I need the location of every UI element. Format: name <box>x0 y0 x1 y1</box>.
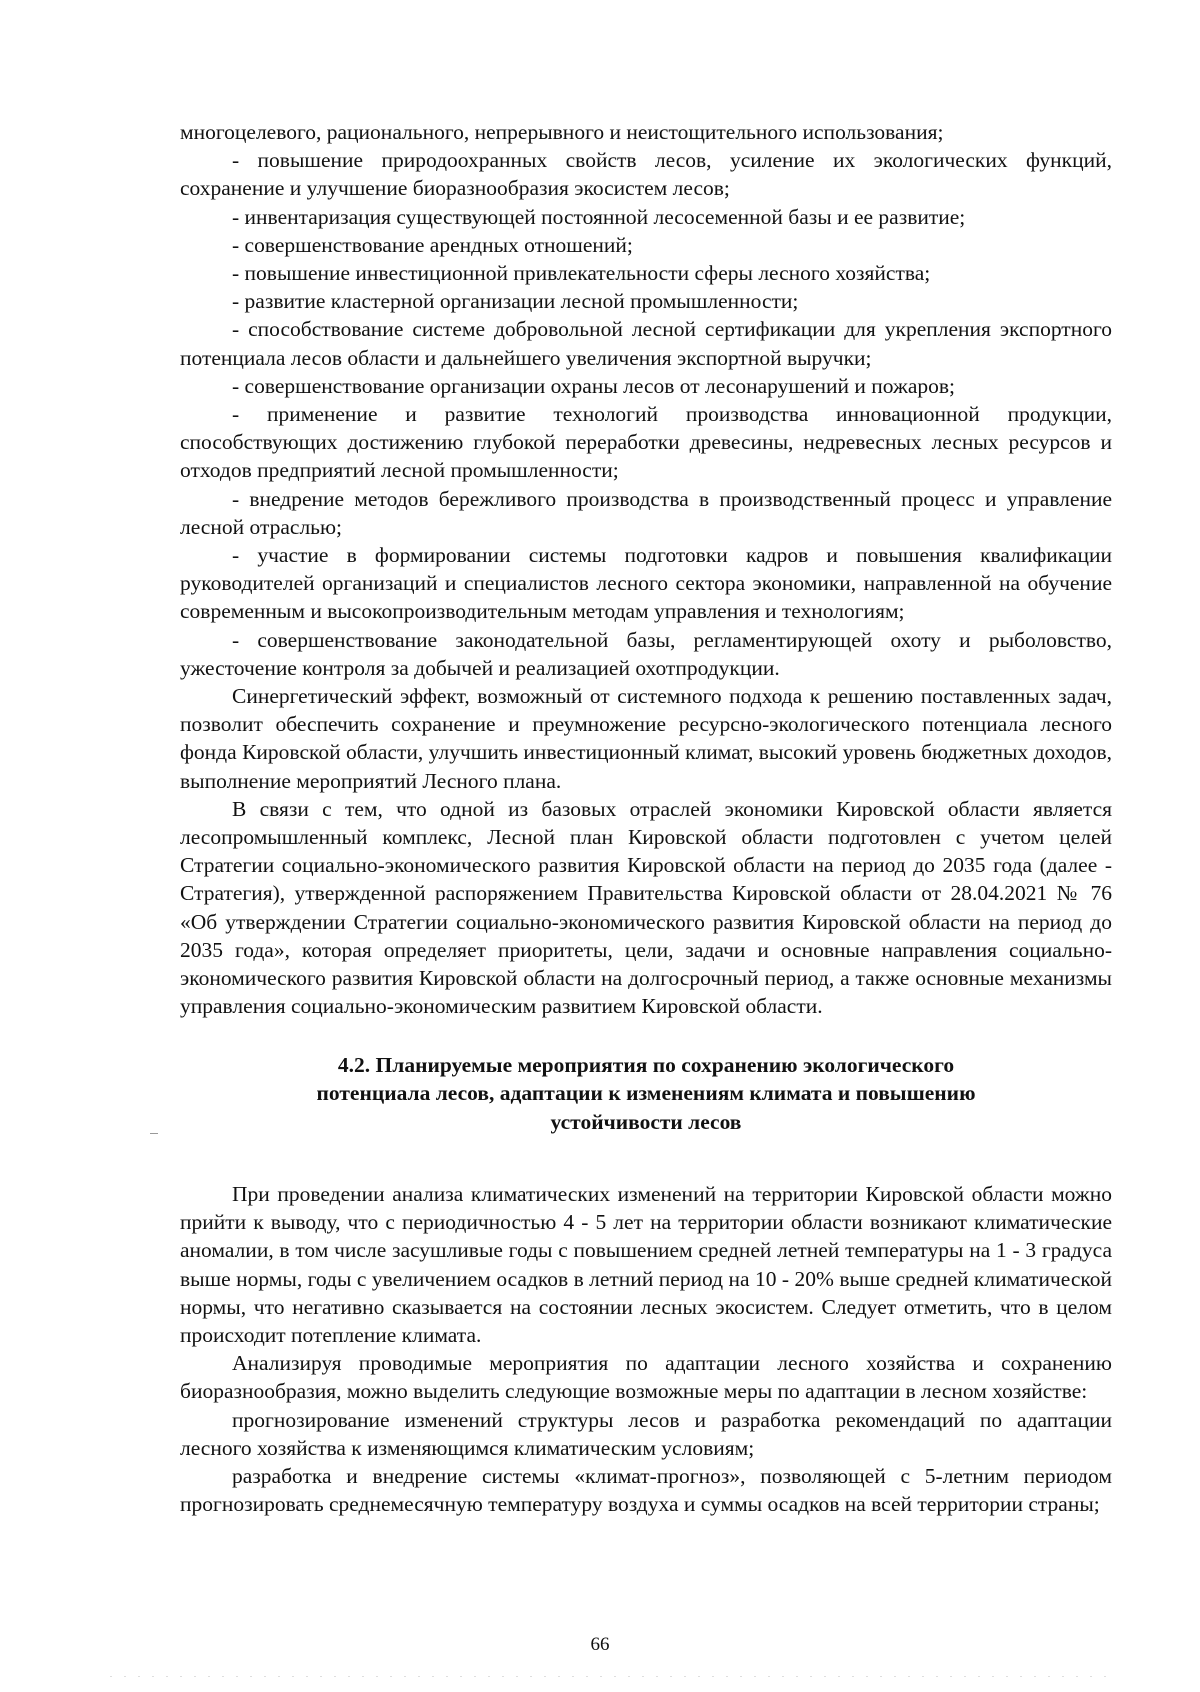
list-item: - применение и развитие технологий производства инновационной продукции, способствующих достижению глубокой переработки древесины, недревесных лесных ресурсов и отходов предприятий лесной промышленности; <box>180 402 1112 483</box>
list-item: - совершенствование арендных отношений; <box>232 232 633 257</box>
list-item: - совершенствование законодательной базы, регламентирующей охоту и рыболовство, ужесточение контроля за добычей и реализацией охотпродукции. <box>180 627 1112 680</box>
section-heading-line: 4.2. Планируемые мероприятия по сохранению экологического <box>337 1052 955 1077</box>
list-item: - повышение природоохранных свойств лесов, усиление их экологических функций, сохранение и улучшение биоразнообразия экосистем лесов; <box>180 148 1112 201</box>
paragraph: Синергетический эффект, возможный от системного подхода к решению поставленных задач, позволит обеспечить сохранение и преумножение ресурсно-экологического потенциала лесного фонда Кировской области, улучшить инвестиционный климат, высокий уровень бюджетных доходов, выполнение мероприятий Лесного плана. <box>180 684 1112 793</box>
list-item: прогнозирование изменений структуры лесов и разработка рекомендаций по адаптации лесного хозяйства к изменяющимся климатическим условиям; <box>180 1407 1112 1460</box>
scan-mark <box>150 1133 158 1134</box>
list-item: - развитие кластерной организации лесной промышленности; <box>232 289 799 314</box>
list-item: - повышение инвестиционной привлекательности сферы лесного хозяйства; <box>232 261 931 286</box>
paragraph: В связи с тем, что одной из базовых отраслей экономики Кировской области является лесопромышленный комплекс, Лесной план Кировской области подготовлен с учетом целей Стратегии социально-экономического развития Кировской области на период до 2035 года (далее - Стратегия), утвержденной распоряжением Правительства Кировской области от 28.04.2021 № 76 «Об утверждении Стратегии социально-экономического развития Кировской области на период до 2035 года», которая определяет приоритеты, цели, задачи и основные направления социально-экономического развития Кировской области на долгосрочный период, а также основные механизмы управления социально-экономическим развитием Кировской области. <box>180 796 1112 1019</box>
section-heading-line: устойчивости лесов <box>550 1109 742 1134</box>
list-item: - инвентаризация существующей постоянной лесосеменной базы и ее развитие; <box>232 204 966 229</box>
paragraph: Анализируя проводимые мероприятия по адаптации лесного хозяйства и сохранению биоразнообразия, можно выделить следующие возможные меры по адаптации в лесном хозяйстве: <box>180 1351 1112 1404</box>
list-item: - совершенствование организации охраны лесов от лесонарушений и пожаров; <box>232 373 956 398</box>
page-number: 66 <box>590 1634 610 1655</box>
section-heading <box>180 1051 1112 1137</box>
paragraphs-top <box>180 118 1112 1021</box>
document-page <box>180 118 1112 1518</box>
list-item: - участие в формировании системы подготовки кадров и повышения квалификации руководителей организаций и специалистов лесного сектора экономики, направленной на обучение современным и высокопроизводительным методам управления и технологиям; <box>180 543 1112 624</box>
list-item: разработка и внедрение системы «климат-прогноз», позволяющей с 5-летним периодом прогнозировать среднемесячную температуру воздуха и суммы осадков на всей территории страны; <box>180 1464 1112 1517</box>
list-item: - способствование системе добровольной лесной сертификации для укрепления экспортного потенциала лесов области и дальнейшего увеличения экспортной выручки; <box>180 317 1112 370</box>
list-item: - внедрение методов бережливого производства в производственный процесс и управление лесной отраслью; <box>180 486 1112 539</box>
paragraphs-bottom <box>180 1180 1112 1518</box>
paragraph: При проведении анализа климатических изменений на территории Кировской области можно прийти к выводу, что с периодичностью 4 - 5 лет на территории области возникают климатические аномалии, в том числе засушливые годы с повышением средней летней температуры на 1 - 3 градуса выше нормы, годы с увеличением осадков в летний период на 10 - 20% выше средней климатической нормы, что негативно сказывается на состоянии лесных экосистем. Следует отметить, что в целом происходит потепление климата. <box>180 1182 1112 1348</box>
section-heading-line: потенциала лесов, адаптации к изменениям климата и повышению <box>316 1081 976 1105</box>
scan-noise <box>110 1676 1110 1677</box>
paragraph: многоцелевого, рационального, непрерывного и неистощительного использования; <box>180 120 944 144</box>
